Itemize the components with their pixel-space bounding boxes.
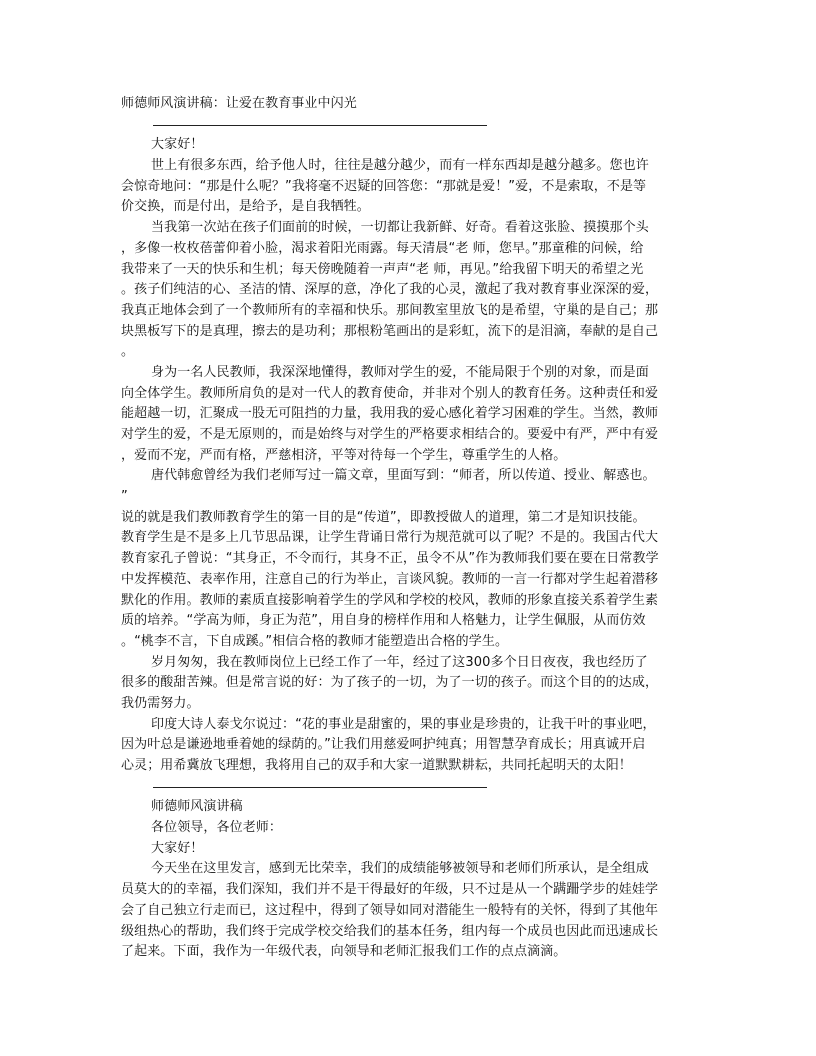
text-line: 师德师风演讲稿 [151, 799, 243, 815]
text-line: 块黑板写下的是真理，擦去的是功利；那根粉笔画出的是彩虹，流下的是泪滴，奉献的是自己 [121, 323, 659, 339]
text-line: 。 [121, 344, 135, 360]
text-line: 说的就是我们教师教育学生的第一目的是“传道”，即教授做人的道理，第二才是知识技能。 [121, 509, 646, 525]
text-line: 。孩子们纯洁的心、圣洁的情、深厚的意，净化了我的心灵，激起了我对教育事业深深的爱， [121, 282, 659, 298]
text-line: ，爱而不宠，严而有格，严慈相济，平等对待每一个学生，尊重学生的人格。 [121, 447, 567, 463]
text-line: 会了自己独立行走而已，这过程中，得到了领导如同对潜能生一般特有的关怀，得到了其他年 [121, 902, 659, 918]
text-line: 能超越一切，汇聚成一股无可阻挡的力量，我用我的爱心感化着学习困难的学生。当然，教师 [121, 406, 659, 422]
text-line: 教育家孔子曾说：“其身正，不令而行，其身不正，虽令不从”作为教师我们要在要在日常教学 [121, 551, 659, 567]
document-page [121, 94, 695, 963]
text-line: 当我第一次站在孩子们面前的时候，一切都让我新鲜、好奇。看着这张脸、摸摸那个头 [151, 220, 649, 236]
text-line: 我仍需努力。 [121, 695, 200, 711]
text-line: 很多的酸甜苦辣。但是常言说的好：为了孩子的一切，为了一切的孩子。而这个目的的达成， [121, 675, 659, 691]
text-line: 了起来。下面，我作为一年级代表，向领导和老师汇报我们工作的点点滴滴。 [121, 944, 567, 960]
text-line: 向全体学生。教师所肩负的是对一代人的教育使命，并非对个别人的教育任务。这种责任和爱 [121, 385, 659, 401]
text-line: 大家好！ [151, 137, 204, 153]
text-line: ，多像一枚枚蓓蕾仰着小脸，渴求着阳光雨露。每天清晨“老 师，您早。”那童稚的问候，给 [121, 240, 644, 256]
divider [121, 115, 695, 136]
text-line: 因为叶总是谦逊地垂着她的绿荫的。”让我们用慈爱呵护纯真；用智慧孕育成长；用真诚开启 [121, 737, 646, 753]
text-line: 价交换，而是付出，是给予，是自我牺牲。 [121, 199, 370, 215]
text-line: 教育学生是不是多上几节思品课，让学生背诵日常行为规范就可以了呢？不是的。我国古代大 [121, 530, 659, 546]
text-line: 我真正地体会到了一个教师所有的幸福和快乐。那间教室里放飞的是希望，守巢的是自己；那 [121, 302, 659, 318]
text-line: 对学生的爱，不是无原则的，而是始终与对学生的严格要求相结合的。要爱中有严，严中有爱 [121, 427, 659, 442]
text-line: 各位领导，各位老师： [151, 820, 283, 836]
text-line: 大家好！ [151, 840, 204, 856]
document-title: 师德师风演讲稿：让爱在教育事业中闪光 [121, 96, 357, 111]
text-line: 默化的作用。教师的素质直接影响着学生的学风和学校的校风，教师的形象直接关系着学生素 [121, 592, 659, 608]
divider [121, 777, 695, 798]
text-line: 。“桃李不言，下自成蹊。”相信合格的教师才能塑造出合格的学生。 [121, 633, 509, 649]
text-line: 世上有很多东西，给予他人时，往往是越分越少，而有一样东西却是越分越多。您也许 [151, 158, 649, 174]
text-line: 今天坐在这里发言，感到无比荣幸，我们的成绩能够被领导和老师们所承认，是全组成 [151, 861, 649, 877]
text-line: 会惊奇地问：“那是什么呢？”我将毫不迟疑的回答您：“那就是爱！”爱，不是索取，不是等 [121, 178, 647, 194]
text-line: 岁月匆匆，我在教师岗位上已经工作了一年，经过了这300多个日日夜夜，我也经历了 [151, 654, 648, 670]
text-line: 员莫大的的幸福，我们深知，我们并不是干得最好的年级，只不过是从一个蹒跚学步的娃娃学 [121, 882, 659, 898]
text-line: ” [121, 489, 128, 505]
text-line: 心灵；用希冀放飞理想，我将用自己的双手和大家一道默默耕耘，共同托起明天的太阳！ [121, 758, 632, 773]
text-line: 中发挥模范、表率作用，注意自己的行为举止，言谈风貌。教师的一言一行都对学生起着潜移 [121, 571, 659, 587]
text-line: 唐代韩愈曾经为我们老师写过一篇文章，里面写到：“师者，所以传道、授业、解惑也。 [151, 468, 656, 484]
text-line: 印度大诗人泰戈尔说过：“花的事业是甜蜜的，果的事业是珍贵的，让我干叶的事业吧， [151, 716, 656, 732]
text-line: 质的培养。“学高为师，身正为范”，用自身的榜样作用和人格魅力，让学生佩服，从而仿效 [121, 613, 646, 629]
text-line: 我带来了一天的快乐和生机；每天傍晚随着一声声“老 师，再见。”给我留下明天的希望之光 [121, 261, 644, 277]
text-line: 身为一名人民教师，我深深地懂得，教师对学生的爱，不能局限于个别的对象，而是面 [151, 364, 649, 380]
text-line: 级组热心的帮助，我们终于完成学校交给我们的基本任务，组内每一个成员也因此而迅速成长 [121, 923, 659, 939]
